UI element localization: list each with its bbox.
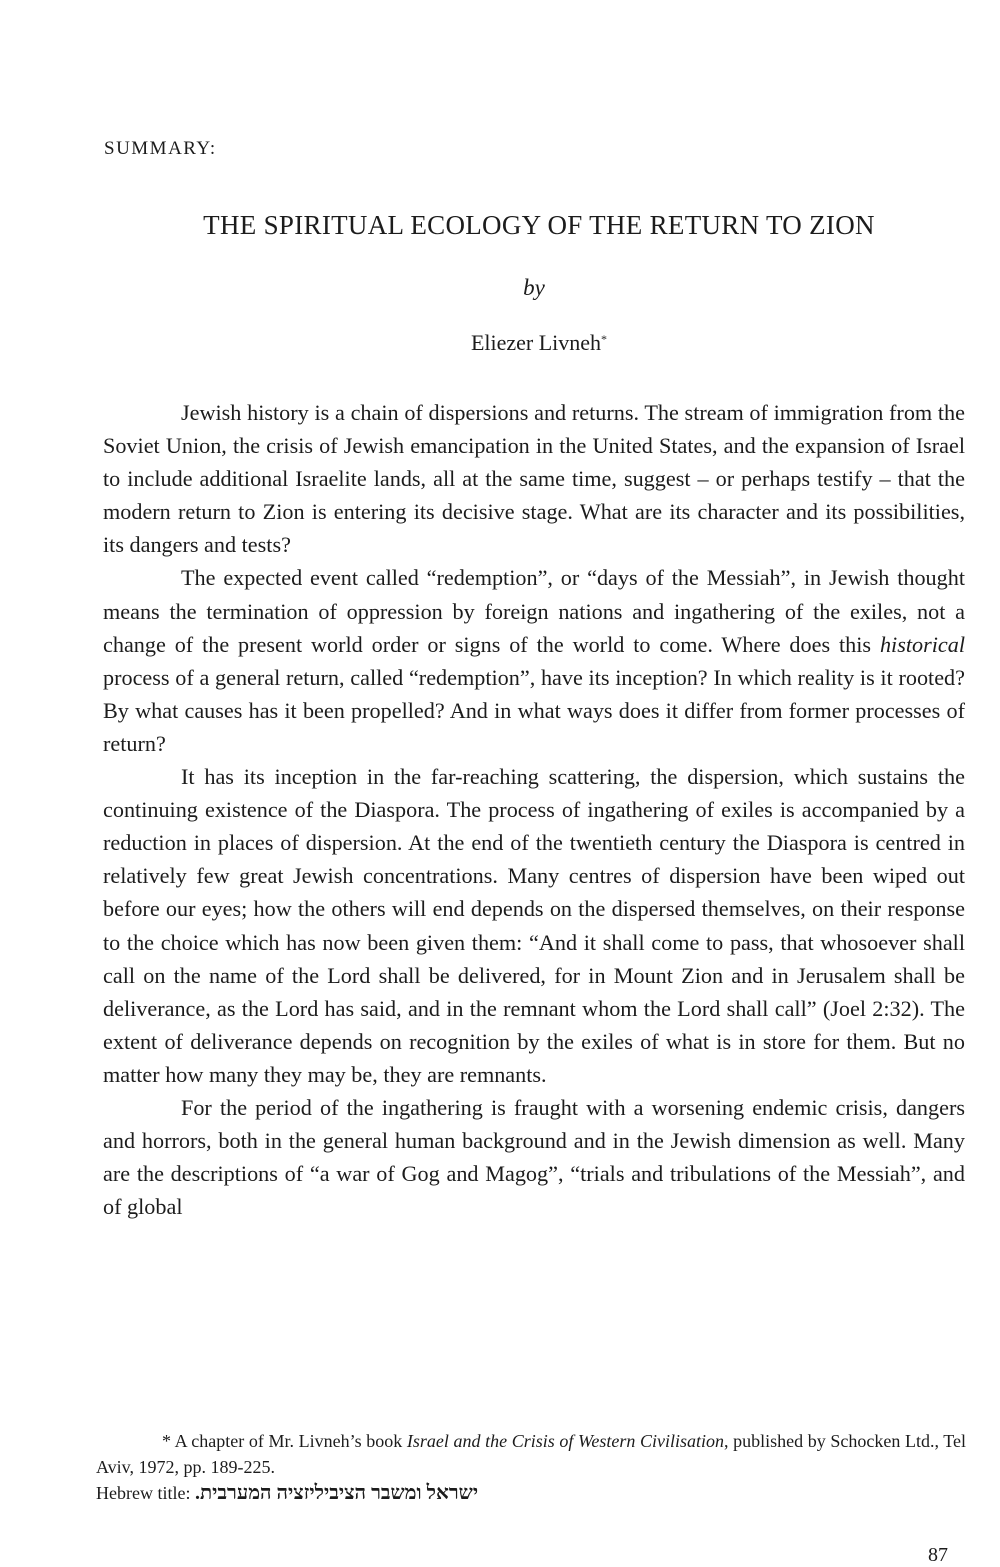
footnote-text [96, 1428, 966, 1480]
page-number: 87 [928, 1544, 948, 1566]
paragraph-2-emphasis: historical [879, 631, 965, 657]
footnote-marker: * [162, 1431, 171, 1451]
footnote-block [96, 1428, 966, 1506]
paragraph-2-part-2: process of a general return, called “redemption”, have its inception? In which reality is it rooted? By what causes has it been propelled? And in what ways does it differ from former processes of return? [103, 664, 965, 756]
author-name [0, 330, 1000, 356]
footnote-part-2: , published by Schocken Ltd., Tel Aviv, 1972, pp. 189-225. [96, 1431, 967, 1477]
paragraph-4: For the period of the ingathering is fraught with a worsening endemic crisis, dangers and horrors, both in the general human background and in the Jewish dimension as well. Many are the descriptions of “a war of Gog and Magog”, “trials and tribulations of the Messiah”, and of global [103, 1094, 965, 1220]
hebrew-title-line [96, 1480, 966, 1506]
paragraph-2 [103, 561, 965, 760]
byline-by: by [523, 275, 545, 300]
author-name-text: Eliezer Livneh [470, 330, 602, 355]
section-label: SUMMARY: [104, 138, 217, 159]
footnote-part-1: A chapter of Mr. Livneh’s book [171, 1431, 407, 1451]
hebrew-title-label: Hebrew title: [96, 1483, 191, 1503]
footnote-book-title: Israel and the Crisis of Western Civilisation [406, 1431, 724, 1451]
article-body [103, 396, 965, 1223]
hebrew-title-text: ישראל ומשבר הציביליזציה המערבית. [194, 1482, 479, 1504]
paragraph-3: It has its inception in the far-reaching scattering, the dispersion, which sustains the continuing existence of the Diaspora. The process of ingathering of exiles is accompanied by a reduction in places of dispersion. At the end of the twentieth century the Diaspora is centred in relatively few great Jewish concentrations. Many centres of dispersion have been wiped out before our eyes; how the others will end depends on the dispersed themselves, on their response to the choice which has now been given them: “And it shall come to pass, that whosoever shall call on the name of the Lord shall be delivered, for in Mount Zion and in Jerusalem shall be deliverance, as the Lord has said, and in the remnant whom the Lord shall call” (Joel 2:32). The extent of deliverance depends on recognition by the exiles of what is in store for them. But no matter how many they may be, they are remnants. [103, 764, 965, 1087]
author-footnote-marker: * [601, 332, 608, 346]
paragraph-2-part-1: The expected event called “redemption”, or “days of the Messiah”, in Jewish thought means the termination of oppression by foreign nations and ingathering of the exiles, not a change of the present world order or signs of the world to come. Where does this [103, 565, 965, 657]
article-title: THE SPIRITUAL ECOLOGY OF THE RETURN TO ZION [203, 210, 875, 240]
paragraph-1: Jewish history is a chain of dispersions and returns. The stream of immigration from the Soviet Union, the crisis of Jewish emancipation in the United States, and the expansion of Israel to include additional Israelite lands, all at the same time, suggest – or perhaps testify – that the modern return to Zion is entering its decisive stage. What are its character and its possibilities, its dangers and tests? [103, 400, 965, 558]
